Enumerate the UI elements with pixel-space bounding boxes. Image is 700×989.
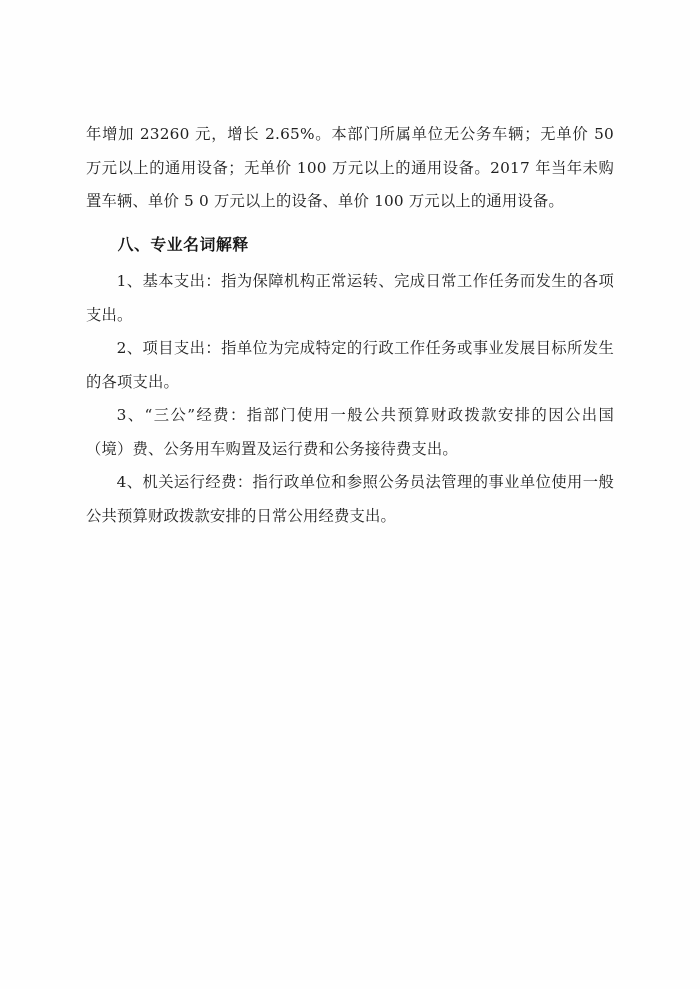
paragraph-vehicle-equipment: 年增加 23260 元，增长 2.65%。本部门所属单位无公务车辆；无单价 50 万元以上的通用设备；无单价 100 万元以上的通用设备。2017 年当年未购置车辆、单价 5 0 万元以上的设备、单价 100 万元以上的通用设备。: [86, 125, 614, 210]
section-heading-terminology: 八、专业名词解释: [117, 234, 249, 254]
paragraph-definition-project-expenditure: 2、项目支出：指单位为完成特定的行政工作任务或事业发展目标所发生的各项支出。: [86, 339, 614, 391]
paragraph-definition-basic-expenditure: 1、基本支出：指为保障机构正常运转、完成日常工作任务而发生的各项支出。: [86, 272, 614, 324]
paragraph-definition-agency-operating-costs: 4、机关运行经费：指行政单位和参照公务员法管理的事业单位使用一般公共预算财政拨款安排的日常公用经费支出。: [86, 473, 614, 525]
document-body: [86, 118, 614, 533]
paragraph-definition-three-public-funds: 3、“三公”经费：指部门使用一般公共预算财政拨款安排的因公出国（境）费、公务用车购置及运行费和公务接待费支出。: [86, 406, 614, 458]
